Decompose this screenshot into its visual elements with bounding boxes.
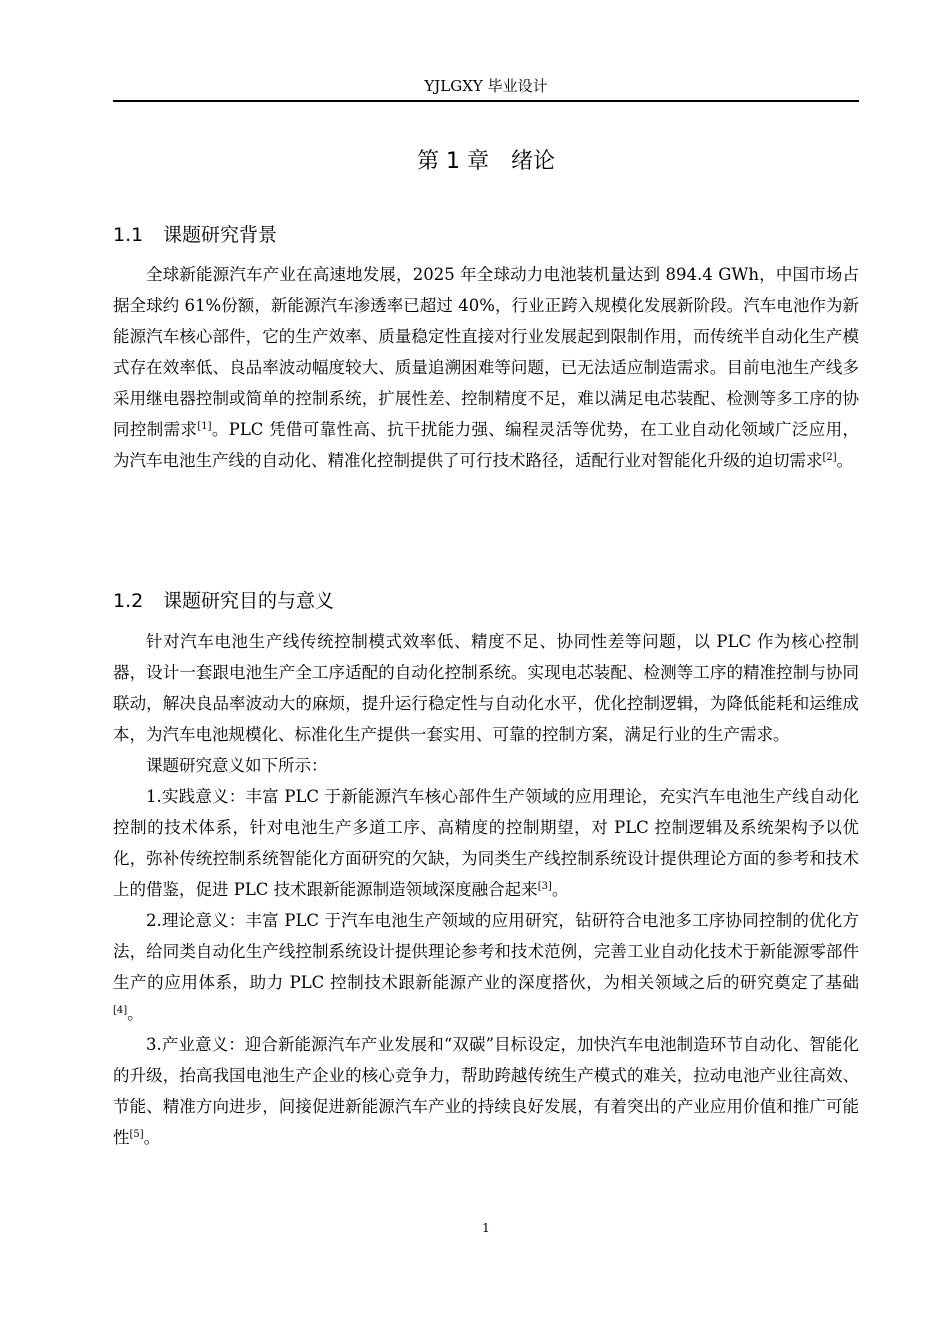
section-number: 1.1 [113, 224, 144, 246]
citation: [4] [113, 1005, 128, 1016]
chapter-name: 绪论 [510, 149, 555, 174]
section-1-1-body [113, 259, 859, 476]
chapter-title [113, 146, 859, 178]
paragraph: 2.理论意义：丰富 PLC 于汽车电池生产领域的应用研究，钻研符合电池多工序协同控制的优化方法，给同类自动化生产线控制系统设计提供理论参考和技术范例，完善工业自动化技术于新能源零部件生产的应用体系，助力 PLC 控制技术跟新能源产业的深度搭伙，为相关领域之后的研究奠定了基础[4]。 [113, 911, 859, 1023]
paragraph: 全球新能源汽车产业在高速地发展，2025 年全球动力电池装机量达到 894.4 GWh，中国市场占据全球约 61%份额，新能源汽车渗透率已超过 40%，行业正跨入规模化发展新阶段。汽车电池作为新能源汽车核心部件，它的生产效率、质量稳定性直接对行业发展起到限制作用，而传统半自动化生产模式存在效率低、良品率波动幅度较大、质量追溯困难等问题，已无法适应制造需求。目前电池生产线多采用继电器控制或简单的控制系统，扩展性差、控制精度不足，难以满足电芯装配、检测等多工序的协同控制需求[1]。PLC 凭借可靠性高、抗干扰能力强、编程灵活等优势，在工业自动化领域广泛应用，为汽车电池生产线的自动化、精准化控制提供了可行技术路径，适配行业对智能化升级的迫切需求[2]。 [113, 265, 860, 470]
section-title: 课题研究背景 [163, 224, 278, 246]
section-1-2-body [113, 626, 859, 1153]
chapter-number: 第 1 章 [417, 149, 489, 174]
citation: [5] [129, 1129, 144, 1140]
paragraph: 3.产业意义：迎合新能源汽车产业发展和“双碳”目标设定，加快汽车电池制造环节自动化、智能化的升级，抬高我国电池生产企业的核心竞争力，帮助跨越传统生产模式的难关，拉动电池产业往高效、节能、精准方向进步，间接促进新能源汽车产业的持续良好发展，有着突出的产业应用价值和推广可能性[5]。 [113, 1035, 859, 1147]
citation: [3] [537, 881, 552, 892]
header-rule [113, 100, 859, 102]
paragraph: 课题研究意义如下所示： [146, 756, 328, 775]
section-heading-1-2 [113, 587, 859, 615]
section-number: 1.2 [113, 590, 144, 612]
section-title: 课题研究目的与意义 [163, 590, 335, 612]
running-header: YJLGXY 毕业设计 [424, 77, 548, 95]
citation: [1] [197, 421, 212, 432]
page-number: 1 [482, 1221, 490, 1235]
paragraph: 针对汽车电池生产线传统控制模式效率低、精度不足、协同性差等问题，以 PLC 作为核心控制器，设计一套跟电池生产全工序适配的自动化控制系统。实现电芯装配、检测等工序的精准控制与协同联动，解决良品率波动大的麻烦，提升运行稳定性与自动化水平，优化控制逻辑，为降低能耗和运维成本，为汽车电池规模化、标准化生产提供一套实用、可靠的控制方案，满足行业的生产需求。 [113, 632, 859, 744]
section-heading-1-1 [113, 221, 859, 249]
paragraph: 1.实践意义：丰富 PLC 于新能源汽车核心部件生产领域的应用理论，充实汽车电池生产线自动化控制的技术体系，针对电池生产多道工序、高精度的控制期望，对 PLC 控制逻辑及系统架构予以优化，弥补传统控制系统智能化方面研究的欠缺，为同类生产线控制系统设计提供理论方面的参考和技术上的借鉴，促进 PLC 技术跟新能源制造领域深度融合起来[3]。 [113, 787, 859, 899]
citation: [2] [822, 452, 837, 463]
